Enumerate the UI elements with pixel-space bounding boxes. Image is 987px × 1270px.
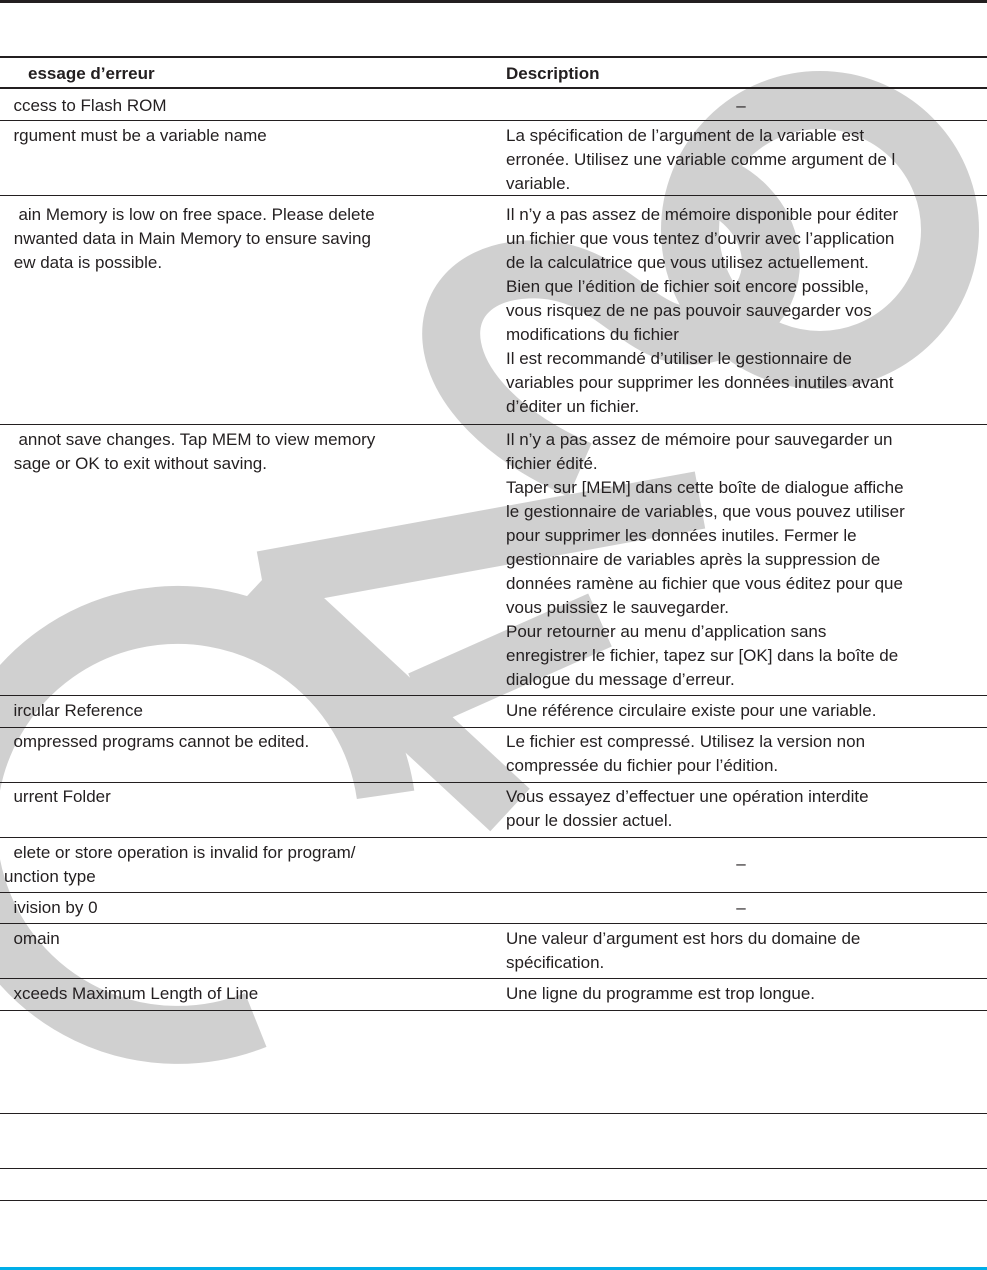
error-description: Le fichier est compressé. Utilisez la version non compressée du fichier pour l’édition. bbox=[506, 732, 866, 775]
error-message: ompressed programs cannot be edited. bbox=[4, 732, 310, 751]
error-message: ivision by 0 bbox=[4, 898, 98, 917]
error-description: La spécification de l’argument de la variable est erronée. Utilisez une variable comme argument de l variable. bbox=[506, 126, 896, 193]
table-top-rule bbox=[0, 56, 987, 58]
table-bottom-rule bbox=[0, 1010, 987, 1011]
error-description: Il n’y a pas assez de mémoire disponible pour éditer un fichier que vous tentez d’ouvrir avec l’application de la calculatrice que vous utilisez actuellement. Bien que l’édition de fichier soit encore possible, vous risquez de ne pas pouvoir sauvegarder vos modifications du fichier Il est recommandé d’utiliser le gestionnaire de variables pour supprimer les données inutiles avant d’éditer un fichier. bbox=[506, 205, 899, 416]
error-message: urrent Folder bbox=[4, 787, 111, 806]
row-divider bbox=[0, 120, 987, 121]
empty-row-divider bbox=[0, 1168, 987, 1169]
error-message: ccess to Flash ROM bbox=[4, 96, 167, 115]
row-divider bbox=[0, 195, 987, 196]
row-divider bbox=[0, 892, 987, 893]
error-message: rgument must be a variable name bbox=[4, 126, 267, 145]
error-message: annot save changes. Tap MEM to view memory sage or OK to exit without saving. bbox=[13, 430, 376, 473]
page-top-rule bbox=[0, 0, 987, 3]
error-description: Une valeur d’argument est hors du domaine de spécification. bbox=[506, 929, 861, 972]
error-description: Une référence circulaire existe pour une variable. bbox=[506, 701, 877, 720]
row-divider bbox=[0, 978, 987, 979]
row-divider bbox=[0, 727, 987, 728]
row-divider bbox=[0, 695, 987, 696]
empty-row-divider bbox=[0, 1200, 987, 1201]
error-description: Vous essayez d’effectuer une opération interdite pour le dossier actuel. bbox=[506, 787, 869, 830]
header-bottom-rule bbox=[0, 87, 987, 89]
row-divider bbox=[0, 923, 987, 924]
error-message: elete or store operation is invalid for program/ unction type bbox=[4, 843, 356, 886]
empty-row-divider bbox=[0, 1113, 987, 1114]
error-message: omain bbox=[4, 929, 60, 948]
column-header-message: essage d’erreur bbox=[28, 64, 155, 83]
column-header-description: Description bbox=[506, 64, 600, 83]
error-description: – bbox=[736, 96, 746, 115]
row-divider bbox=[0, 782, 987, 783]
error-message: xceeds Maximum Length of Line bbox=[4, 984, 259, 1003]
error-description: – bbox=[736, 854, 746, 873]
error-description: Il n’y a pas assez de mémoire pour sauvegarder un fichier édité. Taper sur [MEM] dans cette boîte de dialogue affiche le gestionnaire de variables, que vous pouvez utiliser pour supprimer les données inutiles. Fermer le gestionnaire de variables après la suppression de données ramène au fichier que vous éditez pour que vous puissiez le sauvegarder. Pour retourner au menu d’application sans enregistrer le fichier, tapez sur [OK] dans la boîte de dialogue du message d’erreur. bbox=[506, 430, 905, 689]
error-description: Une ligne du programme est trop longue. bbox=[506, 984, 816, 1003]
error-message: ain Memory is low on free space. Please delete nwanted data in Main Memory to ensure saving ew data is possible. bbox=[13, 205, 375, 272]
row-divider bbox=[0, 424, 987, 425]
error-description: – bbox=[736, 898, 746, 917]
row-divider bbox=[0, 837, 987, 838]
error-message: ircular Reference bbox=[4, 701, 143, 720]
